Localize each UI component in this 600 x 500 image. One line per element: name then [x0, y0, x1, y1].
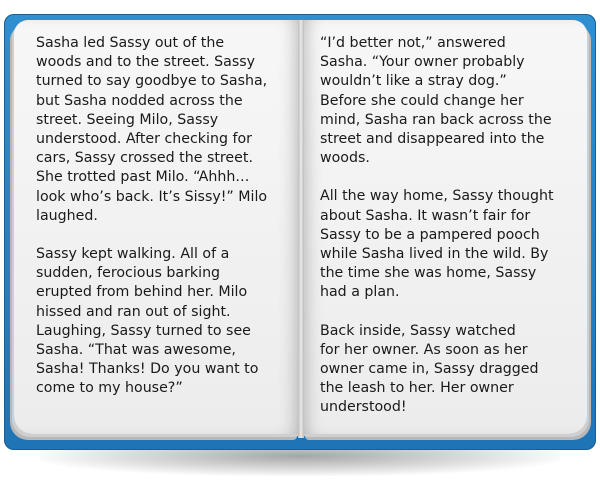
- text-line: look who’s back. It’s Sissy!” Milo: [36, 188, 268, 205]
- text-line: understood!: [320, 399, 407, 416]
- text-line: the leash to her. Her owner: [320, 380, 514, 397]
- text-line: had a plan.: [320, 284, 400, 301]
- paragraph: [320, 322, 572, 418]
- text-line: understood. After checking for: [36, 131, 252, 148]
- text-line: owner came in, Sassy dragged: [320, 361, 539, 378]
- text-line: Before she could change her: [320, 92, 524, 109]
- text-line: cars, Sassy crossed the street.: [36, 150, 253, 167]
- text-line: Sasha led Sassy out of the: [36, 35, 225, 51]
- text-line: Back inside, Sassy watched: [320, 322, 516, 339]
- text-line: laughed.: [36, 207, 98, 224]
- text-line: hissed and ran out of sight.: [36, 303, 231, 320]
- text-line: Laughing, Sassy turned to see: [36, 322, 251, 339]
- text-line: Sassy kept walking. All of a: [36, 246, 230, 263]
- right-page: [301, 20, 587, 434]
- paragraph: [36, 245, 284, 399]
- text-line: wouldn’t like a stray dog.”: [320, 73, 507, 90]
- text-line: for her owner. As soon as her: [320, 341, 528, 358]
- left-page-text: [36, 34, 284, 418]
- text-line: Sasha. “That was awesome,: [36, 342, 236, 359]
- text-line: erupted from behind her. Milo: [36, 284, 248, 301]
- text-line: woods and to the street. Sassy: [36, 54, 256, 71]
- text-line: mind, Sasha ran back across the: [320, 111, 552, 128]
- text-line: street and disappeared into the: [320, 131, 545, 148]
- paragraph: [320, 34, 572, 168]
- text-line: while Sasha lived in the wild. By: [320, 246, 549, 263]
- text-line: about Sasha. It wasn’t fair for: [320, 207, 531, 224]
- text-line: come to my house?”: [36, 380, 183, 397]
- text-line: but Sasha nodded across the: [36, 92, 243, 109]
- text-line: All the way home, Sassy thought: [320, 188, 554, 205]
- text-line: She trotted past Milo. “Ahhh…: [36, 169, 250, 186]
- text-line: street. Seeing Milo, Sassy: [36, 111, 219, 128]
- text-line: the time she was home, Sassy: [320, 265, 537, 282]
- text-line: turned to say goodbye to Sasha,: [36, 73, 268, 90]
- text-line: woods.: [320, 150, 370, 167]
- text-line: sudden, ferocious barking: [36, 265, 221, 282]
- paragraph: [36, 34, 284, 226]
- text-line: Sassy to be a pampered pooch: [320, 226, 540, 243]
- paragraph: [320, 187, 572, 302]
- text-line: Sasha. “Your owner probably: [320, 54, 525, 71]
- text-line: “I’d better not,” answered: [320, 35, 506, 51]
- book-spine: [298, 20, 304, 438]
- text-line: Sasha! Thanks! Do you want to: [36, 361, 259, 378]
- left-page: [14, 20, 301, 434]
- right-page-text: [320, 34, 572, 437]
